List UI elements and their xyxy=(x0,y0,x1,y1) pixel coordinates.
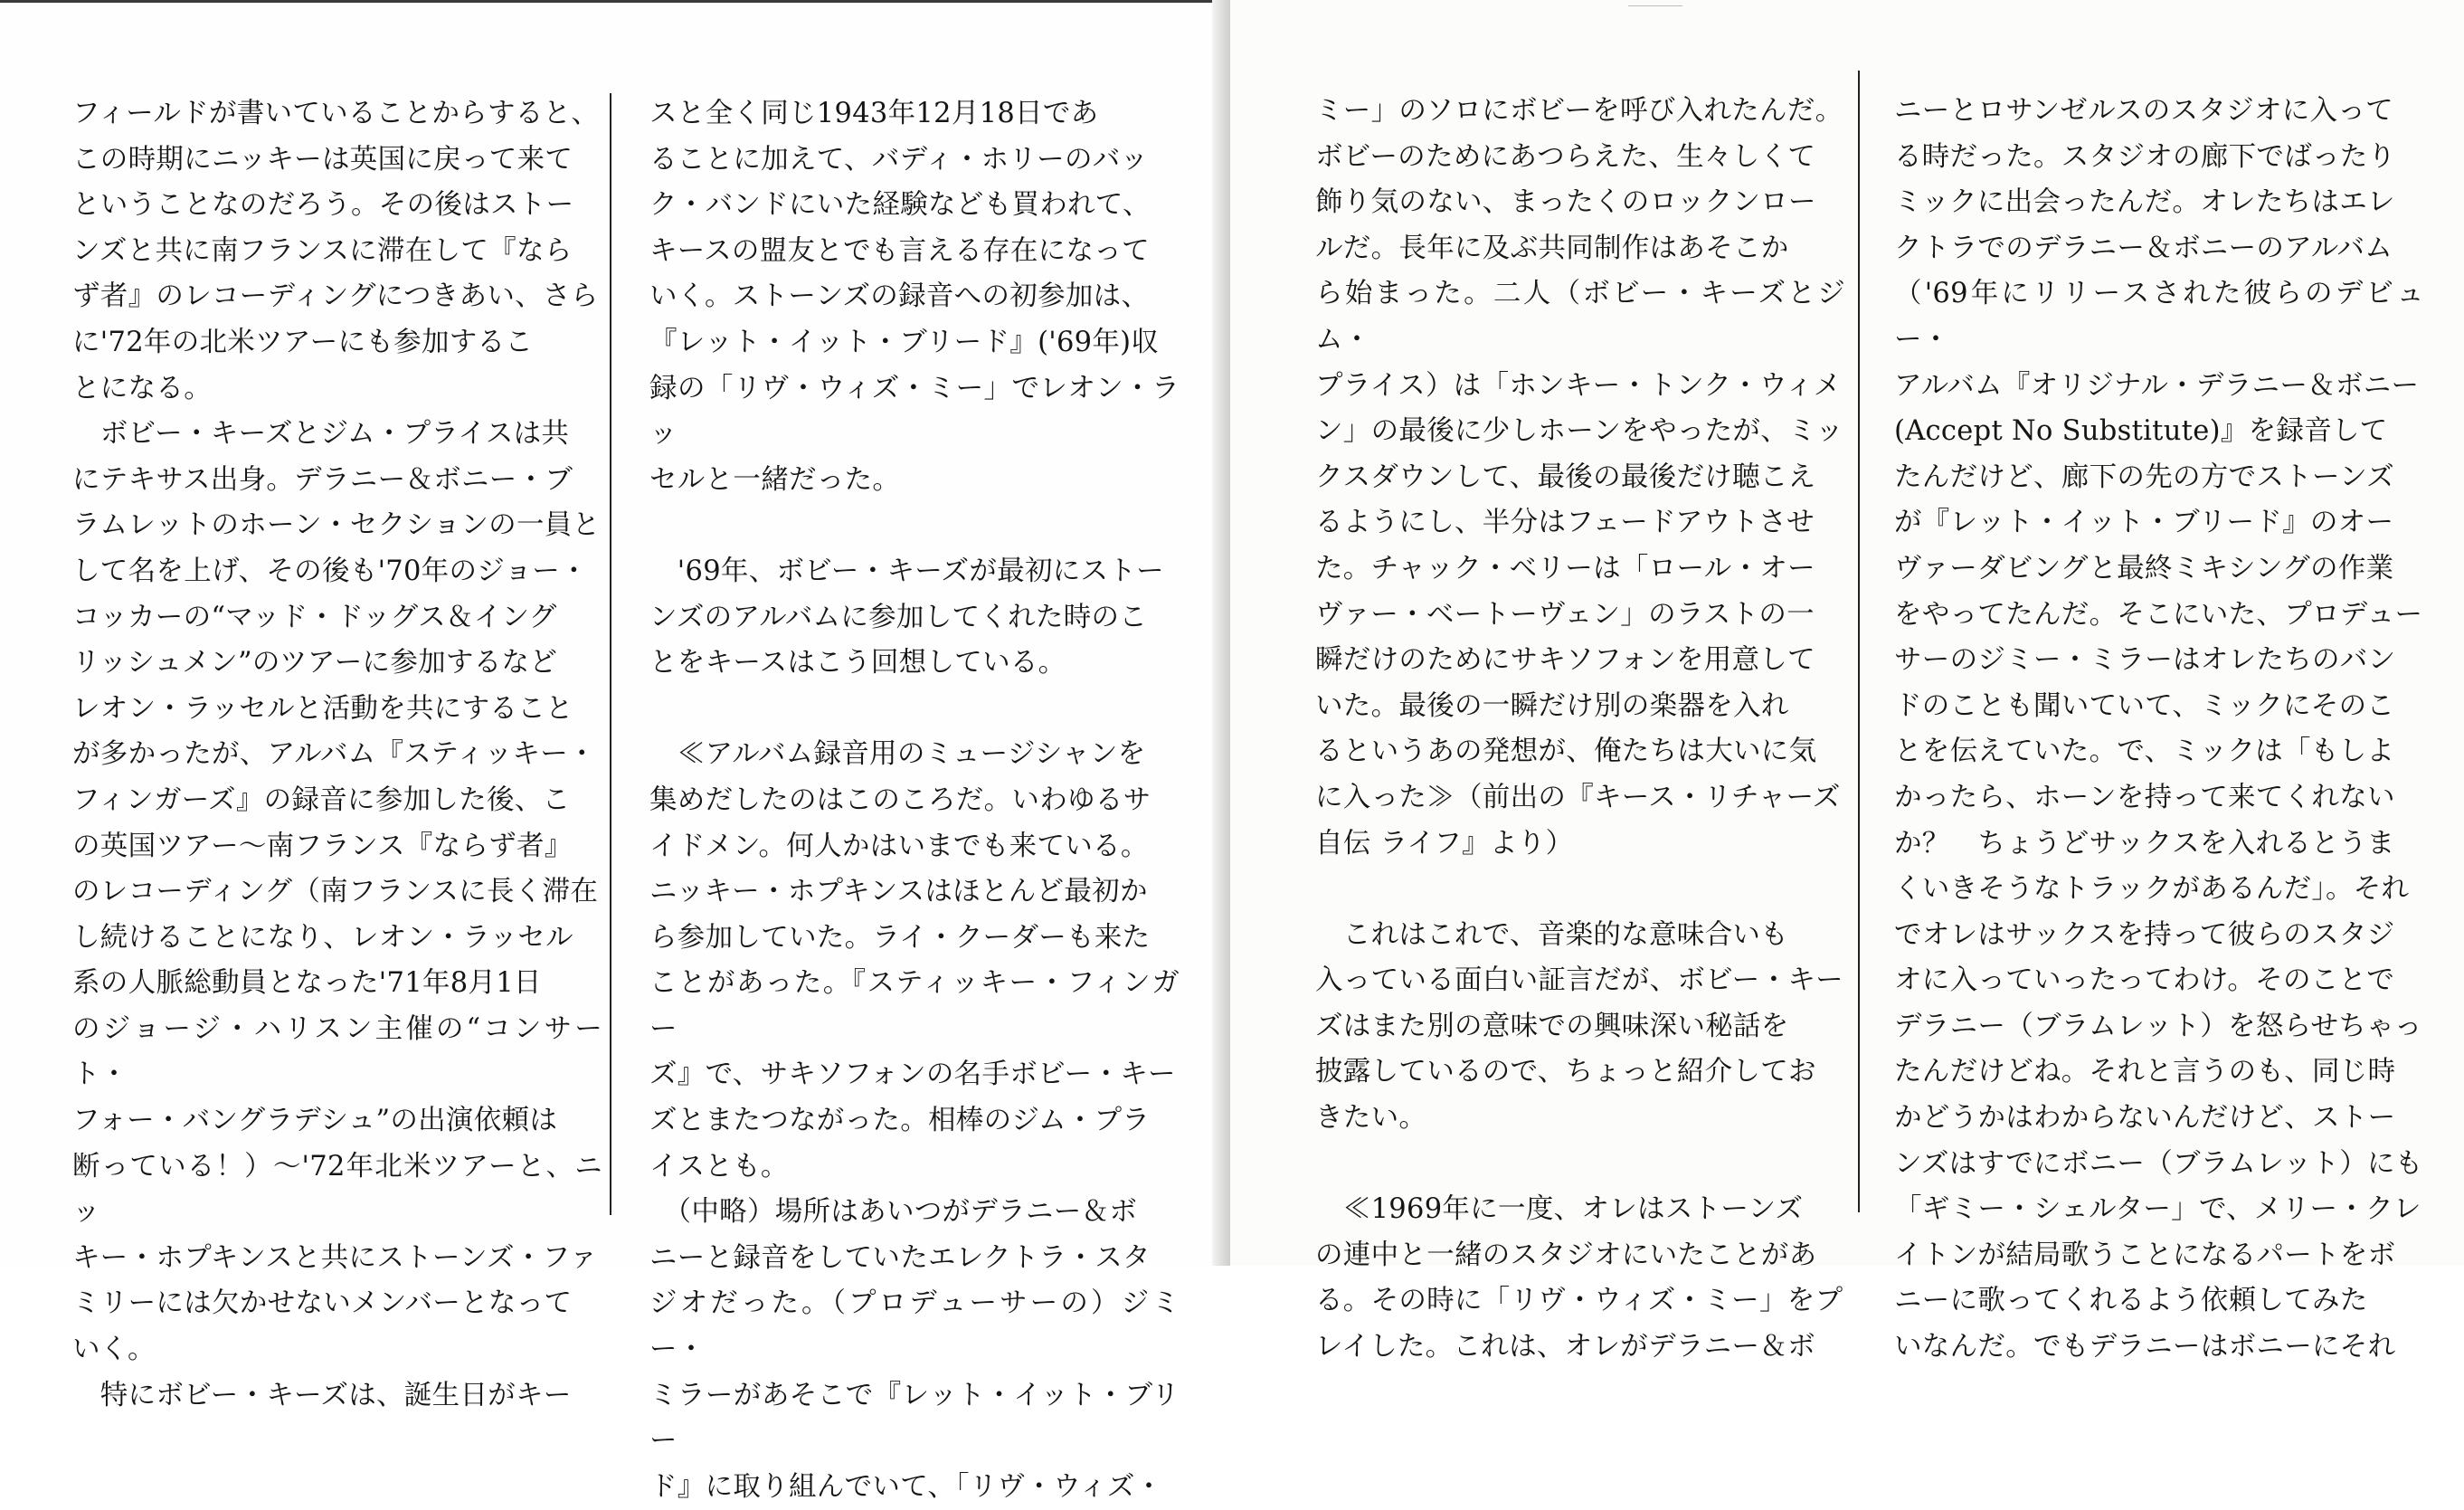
paragraph: ニーとロサンゼルスのスタジオに入って る時だった。スタジオの廊下でばったり ミックに出会ったんだ。オレたちはエレ クトラでのデラニー＆ボニーのアルバム （'69年にリリースされた彼らのデビュー・ アルバム『オリジナル・デラニー＆ボニー (Accept No Substitute)』を録音して たんだけど、廊下の先の方でストーンズ が『レット・イット・ブリード』のオー ヴァーダビングと最終ミキシングの作業 をやってたんだ。そこにいた、プロデュー サーのジミー・ミラーはオレたちのバン ドのことも聞いていて、ミックにそのこ とを伝えていた。で、ミックは「もしよ かったら、ホーンを持って来てくれない か？ ちょうどサックスを入れるとうま くいきそうなトラックがあるんだ」。それ でオレはサックスを持って彼らのスタジ オに入っていったってわけ。そのことで デラニー（ブラムレット）を怒らせちゃっ たんだけどね。それと言うのも、同じ時 かどうかはわからないんだけど、ストー ンズはすでにボニー（ブラムレット）にも 「ギミー・シェルター」で、メリー・クレ イトンが結局歌うことになるパートをボ ニーに歌ってくれるよう依頼してみた いなんだ。でもデラニーはボニーにそれ xyxy=(1894,95,2424,1363)
left-page xyxy=(0,0,1223,1503)
paragraph: これはこれで、音楽的な意味合いも 入っている面白い証言だが、ボビー・キー ズはまた別の意味での興味深い秘話を 披露しているので、ちょっと紹介してお きたい。 xyxy=(1315,918,1843,1135)
right-page-column-2 xyxy=(1894,89,2424,1371)
scan-mark xyxy=(1628,5,1682,6)
paragraph-spacer xyxy=(1315,867,1845,913)
paragraph-spacer xyxy=(1315,1142,1845,1188)
column-divider xyxy=(610,93,611,1215)
left-page-column-2 xyxy=(649,91,1180,1510)
left-page-column-1 xyxy=(72,91,602,1419)
paragraph-spacer xyxy=(649,687,1180,733)
right-page xyxy=(1230,0,2464,1363)
paragraph: フィールドが書いていることからすると、 この時期にニッキーは英国に戻って来て ということなのだろう。その後はストー ンズと共に南フランスに滞在して『なら ず者』のレコーディングにつきあい、さら に'72年の北米ツアーにも参加するこ とになる。 xyxy=(72,98,600,404)
paragraph: （中略）場所はあいつがデラニー＆ボ ニーと録音をしていたエレクトラ・スタ ジオだった。（プロデューサーの）ジミー・ ミラーがあそこで『レット・イット・ブリー ド』に取り組んでいて、「リヴ・ウィズ・ xyxy=(649,1196,1180,1503)
paragraph: スと全く同じ1943年12月18日であ ることに加えて、バディ・ホリーのバッ ク・バンドにいた経験なども買われて、 キースの盟友とでも言える存在になって いく。ストーンズの録音への初参加は、 『レット・イット・ブリード』('69年)収 録の「リヴ・ウィズ・ミー」でレオン・ラッ セルと一緒だった。 xyxy=(649,98,1180,496)
right-page-column-1 xyxy=(1315,89,1845,1371)
paragraph: ボビー・キーズとジム・プライスは共 にテキサス出身。デラニー＆ボニー・ブ ラムレットのホーン・セクションの一員と して名を上げ、その後も'70年のジョー・ コッカーの“マッド・ドッグス＆イング リッシュメン”のツアーに参加するなど レオン・ラッセルと活動を共にすること が多かったが、アルバム『スティッキー・ フィンガーズ』の録音に参加した後、こ の英国ツアー～南フランス『ならず者』 のレコーディング（南フランスに長く滞在 し続けることになり、レオン・ラッセル 系の人脈総動員となった'71年8月1日 のジョージ・ハリスン主催の“コンサート・ フォー・バングラデシュ”の出演依頼は 断っている！）～'72年北米ツアーと、ニッ キー・ホプキンスと共にストーンズ・ファ ミリーには欠かせないメンバーとなって いく。 xyxy=(72,418,602,1366)
paragraph: ミー」のソロにボビーを呼び入れたんだ。 ボビーのためにあつらえた、生々しくて 飾り気のない、まったくのロックンロー ルだ。長年に及ぶ共同制作はあそこか ら始まった。二人（ボビー・キーズとジム・ プライス）は「ホンキー・トンク・ウィメ ン」の最後に少しホーンをやったが、ミッ クスダウンして、最後の最後だけ聴こえ るようにし、半分はフェードアウトさせ た。チャック・ベリーは「ロール・オー ヴァー・ベートーヴェン」のラストの一 瞬だけのためにサキソフォンを用意して いた。最後の一瞬だけ別の楽器を入れ るというあの発想が、俺たちは大いに気 に入った≫（前出の『キース・リチャーズ 自伝 ライフ』より） xyxy=(1315,95,1845,859)
column-divider xyxy=(1858,71,1860,1212)
paragraph: ≪1969年に一度、オレはストーンズ の連中と一緒のスタジオにいたことがあ る。その時に「リヴ・ウィズ・ミー」をプ レイした。これは、オレがデラニー＆ボ xyxy=(1315,1193,1843,1363)
paragraph: ≪アルバム録音用のミュージシャンを 集めだしたのはこのころだ。いわゆるサ イドメン。何人かはいまでも来ている。 ニッキー・ホプキンスはほとんど最初か ら参加していた。ライ・クーダーも来た ことがあった。『スティッキー・フィンガー ズ』で、サキソフォンの名手ボビー・キー ズとまたつながった。相棒のジム・プラ イスとも。 xyxy=(649,738,1180,1182)
paragraph: '69年、ボビー・キーズが最初にストー ンズのアルバムに参加してくれた時のこ とをキースはこう回想している。 xyxy=(649,555,1164,679)
paragraph: 特にボビー・キーズは、誕生日がキー xyxy=(72,1379,572,1411)
paragraph-spacer xyxy=(649,503,1180,549)
